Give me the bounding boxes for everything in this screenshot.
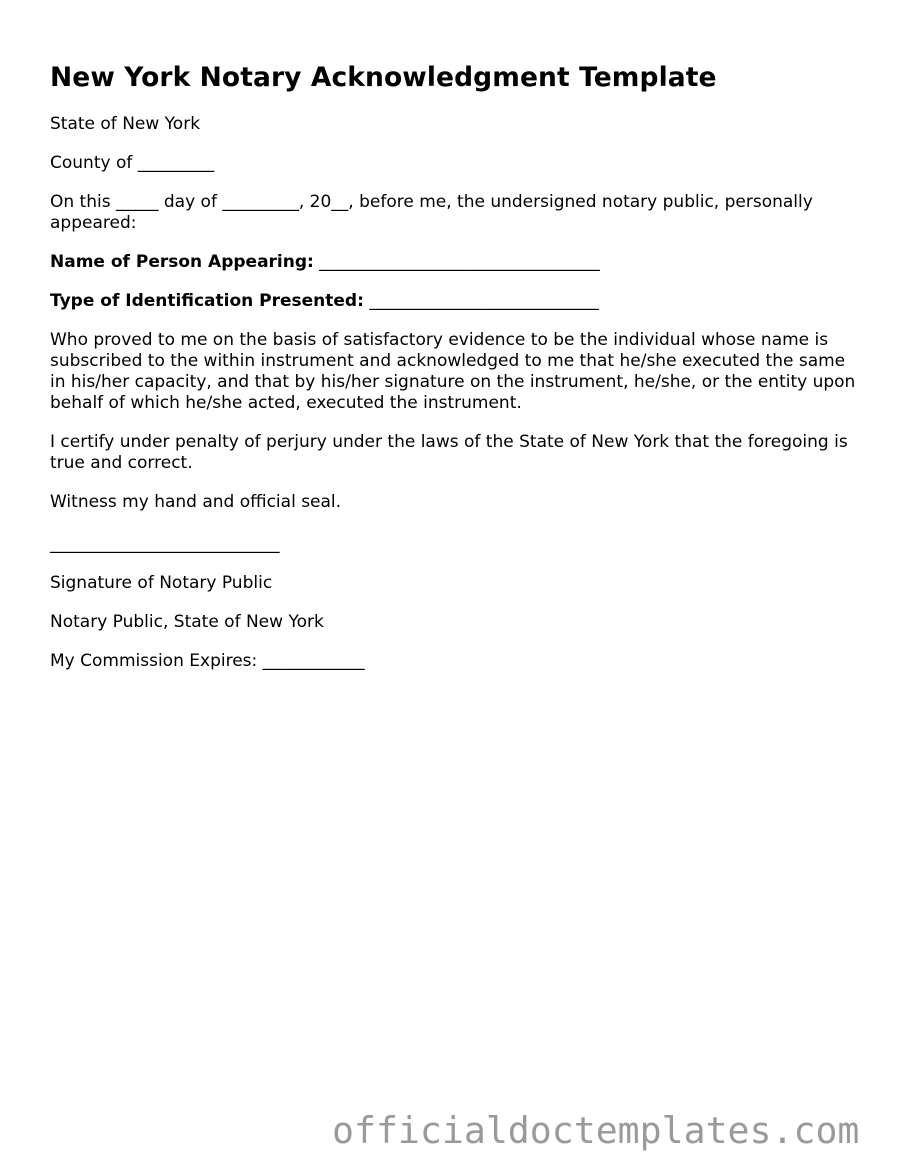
identification-label: Type of Identification Presented: xyxy=(50,291,364,311)
name-of-person-line xyxy=(50,252,865,273)
notary-title: Notary Public, State of New York xyxy=(50,612,324,632)
state-line: State of New York xyxy=(50,114,201,134)
document-title: New York Notary Acknowledgment Template xyxy=(50,62,717,93)
county-line: County of _________ xyxy=(50,153,215,173)
signature-label: Signature of Notary Public xyxy=(50,573,273,593)
watermark-text: officialdoctemplates.com xyxy=(332,1109,860,1152)
proof-paragraph: Who proved to me on the basis of satisfactory evidence to be the individual whose name is subscribed to the within instrument and acknowledged to me that he/she executed the same in his/her capacity, and that by his/her signature on the instrument, he/she, or the entity upon behalf of which he/she acted, executed the instrument. xyxy=(50,330,856,413)
document-page xyxy=(50,62,865,690)
name-of-person-blank: _________________________________ xyxy=(319,252,600,272)
name-of-person-label: Name of Person Appearing: xyxy=(50,252,314,272)
commission-expires-line: My Commission Expires: ____________ xyxy=(50,651,365,671)
identification-line xyxy=(50,291,865,312)
identification-blank: ___________________________ xyxy=(369,291,599,311)
signature-blank: ___________________________ xyxy=(50,534,280,554)
witness-line: Witness my hand and official seal. xyxy=(50,492,342,512)
intro-paragraph: On this _____ day of _________, 20__, before me, the undersigned notary public, personally appeared: xyxy=(50,192,813,233)
certify-paragraph: I certify under penalty of perjury under the laws of the State of New York that the foregoing is true and correct. xyxy=(50,432,848,473)
